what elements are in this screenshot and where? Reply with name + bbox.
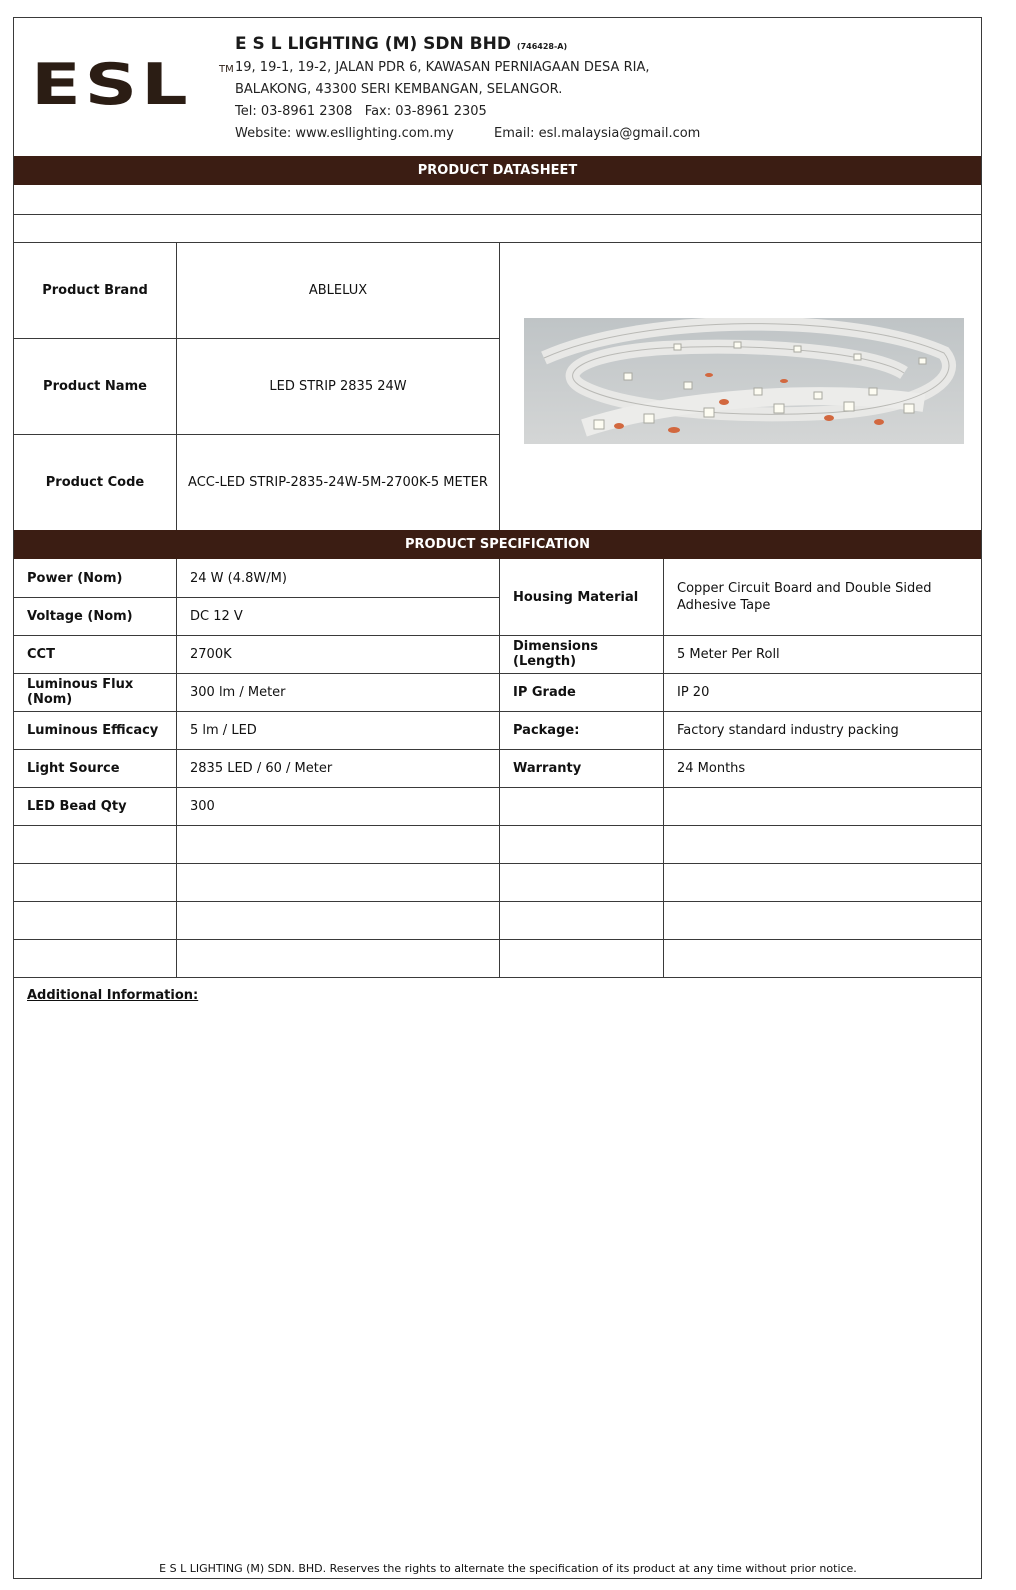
product-name-label: Product Name: [43, 379, 147, 394]
divider: [14, 214, 981, 215]
spec-label-ip-grade: IP Grade: [513, 684, 576, 700]
spec-value-dimensions: 5 Meter Per Roll: [677, 646, 780, 662]
spec-value-ip-grade: IP 20: [677, 684, 710, 700]
company-reg-no: (746428-A): [516, 42, 568, 51]
product-name-value: LED STRIP 2835 24W: [269, 379, 407, 394]
divider: [14, 939, 981, 940]
website-link[interactable]: Website: www.esllighting.com.my: [235, 126, 454, 141]
company-name: E S L LIGHTING (M) SDN BHD: [235, 34, 511, 54]
product-brand-value: ABLELUX: [308, 283, 368, 298]
divider: [14, 863, 981, 864]
logo-trademark: TM: [219, 64, 234, 75]
logo-text: ESL: [31, 52, 192, 118]
product-brand-label: Product Brand: [42, 283, 148, 298]
company-info: [235, 34, 700, 145]
led-strip-illustration: [524, 318, 964, 444]
spec-label-housing-material: Housing Material: [513, 589, 639, 605]
address-line-1: 19, 19-1, 19-2, JALAN PDR 6, KAWASAN PERNIAGAAN DESA RIA,: [235, 60, 650, 75]
additional-information-heading: Additional Information:: [27, 988, 199, 1003]
spec-value-luminous-efficacy: 5 lm / LED: [190, 722, 257, 738]
spec-value-warranty: 24 Months: [677, 760, 746, 776]
spec-title-bar: PRODUCT SPECIFICATION: [14, 530, 981, 559]
spec-label-power: Power (Nom): [27, 570, 123, 586]
divider: [499, 243, 500, 530]
spec-value-housing-material: Copper Circuit Board and Double Sided Adhesive Tape: [677, 581, 932, 613]
spec-value-power: 24 W (4.8W/M): [190, 570, 287, 586]
spec-value-luminous-flux: 300 lm / Meter: [190, 684, 286, 700]
divider: [14, 901, 981, 902]
footer-disclaimer: E S L LIGHTING (M) SDN. BHD. Reserves the rights to alternate the specification of its product at any time without prior notice.: [159, 1562, 857, 1575]
spec-label-package: Package:: [513, 722, 580, 738]
spec-label-cct: CCT: [27, 646, 55, 662]
spec-label-luminous-efficacy: Luminous Efficacy: [27, 722, 159, 738]
product-code-value: ACC-LED STRIP-2835-24W-5M-2700K-5 METER: [188, 475, 488, 490]
spec-value-package: Factory standard industry packing: [677, 722, 899, 738]
spec-value-light-source: 2835 LED / 60 / Meter: [190, 760, 333, 776]
address-line-2: BALAKONG, 43300 SERI KEMBANGAN, SELANGOR.: [235, 82, 563, 97]
spec-label-dimensions: Dimensions (Length): [513, 639, 598, 669]
company-logo: [31, 52, 234, 118]
spec-value-led-bead-qty: 300: [190, 798, 215, 814]
spec-label-warranty: Warranty: [513, 760, 582, 776]
spec-value-cct: 2700K: [190, 646, 232, 662]
datasheet: [13, 17, 982, 1579]
company-header: [14, 18, 981, 156]
spec-value-voltage: DC 12 V: [190, 608, 243, 624]
spec-label-led-bead-qty: LED Bead Qty: [27, 798, 127, 814]
product-image: [524, 318, 964, 444]
spec-label-light-source: Light Source: [27, 760, 120, 776]
divider: [14, 977, 981, 978]
divider: [14, 825, 981, 826]
spec-label-voltage: Voltage (Nom): [27, 608, 133, 624]
spec-label-luminous-flux: Luminous Flux (Nom): [27, 677, 134, 707]
product-code-label: Product Code: [45, 475, 145, 490]
email-link[interactable]: Email: esl.malaysia@gmail.com: [494, 126, 701, 141]
tel-fax: Tel: 03-8961 2308 Fax: 03-8961 2305: [235, 104, 487, 119]
datasheet-title-bar: PRODUCT DATASHEET: [14, 156, 981, 185]
